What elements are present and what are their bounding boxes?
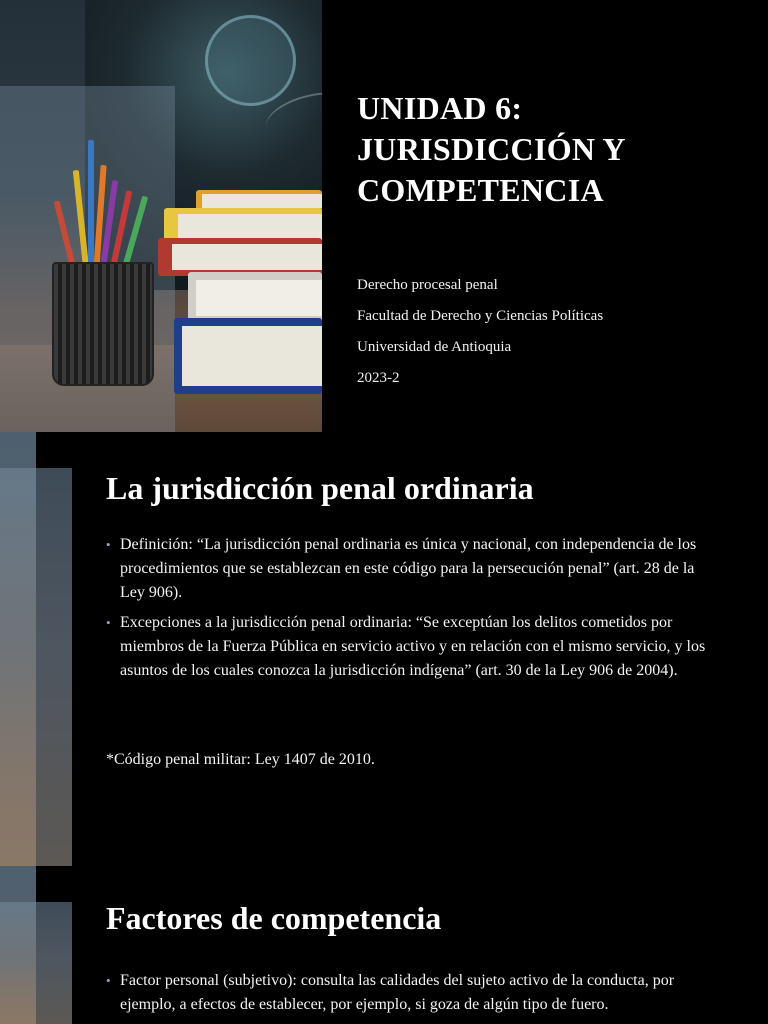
bullet-dot-icon: • [106, 973, 111, 988]
list-item [106, 611, 706, 683]
book-pages [172, 244, 322, 270]
title-line: JURISDICCIÓN Y [357, 131, 626, 167]
slide-heading: Factores de competencia [106, 900, 442, 936]
bullet-text: Factor personal (subjetivo): consulta las calidades del sujeto activo de la conducta, por ejemplo, a efectos de establecer, por ejemplo, si goza de algún tipo de fuero. [120, 972, 675, 1013]
content-slide-jurisdiccion [0, 432, 768, 866]
chalk-globe-drawing [205, 15, 296, 106]
list-item [106, 533, 706, 605]
university-name: Universidad de Antioquia [357, 339, 512, 355]
course-name: Derecho procesal penal [357, 277, 498, 293]
pencil [88, 140, 94, 270]
faculty-name: Facultad de Derecho y Ciencias Políticas [357, 308, 604, 324]
title-slide [0, 0, 768, 432]
classroom-photo [0, 0, 322, 432]
title-line: COMPETENCIA [357, 172, 604, 208]
bullet-dot-icon: • [106, 537, 111, 552]
book-pages [196, 280, 322, 316]
bullet-text: Excepciones a la jurisdicción penal ordinaria: “Se exceptúan los delitos cometidos por miembros de la Fuerza Pública en servicio activo y en relación con el mismo servicio, y los asuntos de los cuales conozca la jurisdicción indígena” (art. 30 de la Ley 906 de 2004). [120, 614, 706, 679]
course-info [357, 270, 603, 394]
title-line: UNIDAD 6: [357, 90, 523, 126]
bullet-list [106, 969, 706, 1023]
footnote: *Código penal militar: Ley 1407 de 2010. [106, 751, 375, 768]
content-slide-competencia [0, 866, 768, 1024]
decorative-side-panel-shade [36, 902, 72, 1024]
book-pages [202, 194, 322, 208]
list-item [106, 969, 706, 1017]
title-block [357, 88, 747, 211]
slide-heading: La jurisdicción penal ordinaria [106, 470, 534, 506]
semester: 2023-2 [357, 370, 400, 386]
slide-title [357, 88, 747, 211]
book-pages [182, 326, 322, 386]
bullet-dot-icon: • [106, 615, 111, 630]
decorative-side-panel-shade [36, 468, 72, 866]
pencil-cup [52, 262, 154, 386]
book-pages [178, 214, 322, 240]
bullet-text: Definición: “La jurisdicción penal ordinaria es única y nacional, con independencia de los procedimientos que se establezcan en este código para la persecución penal” (art. 28 de la Ley 906). [120, 536, 697, 601]
bullet-list [106, 533, 706, 689]
